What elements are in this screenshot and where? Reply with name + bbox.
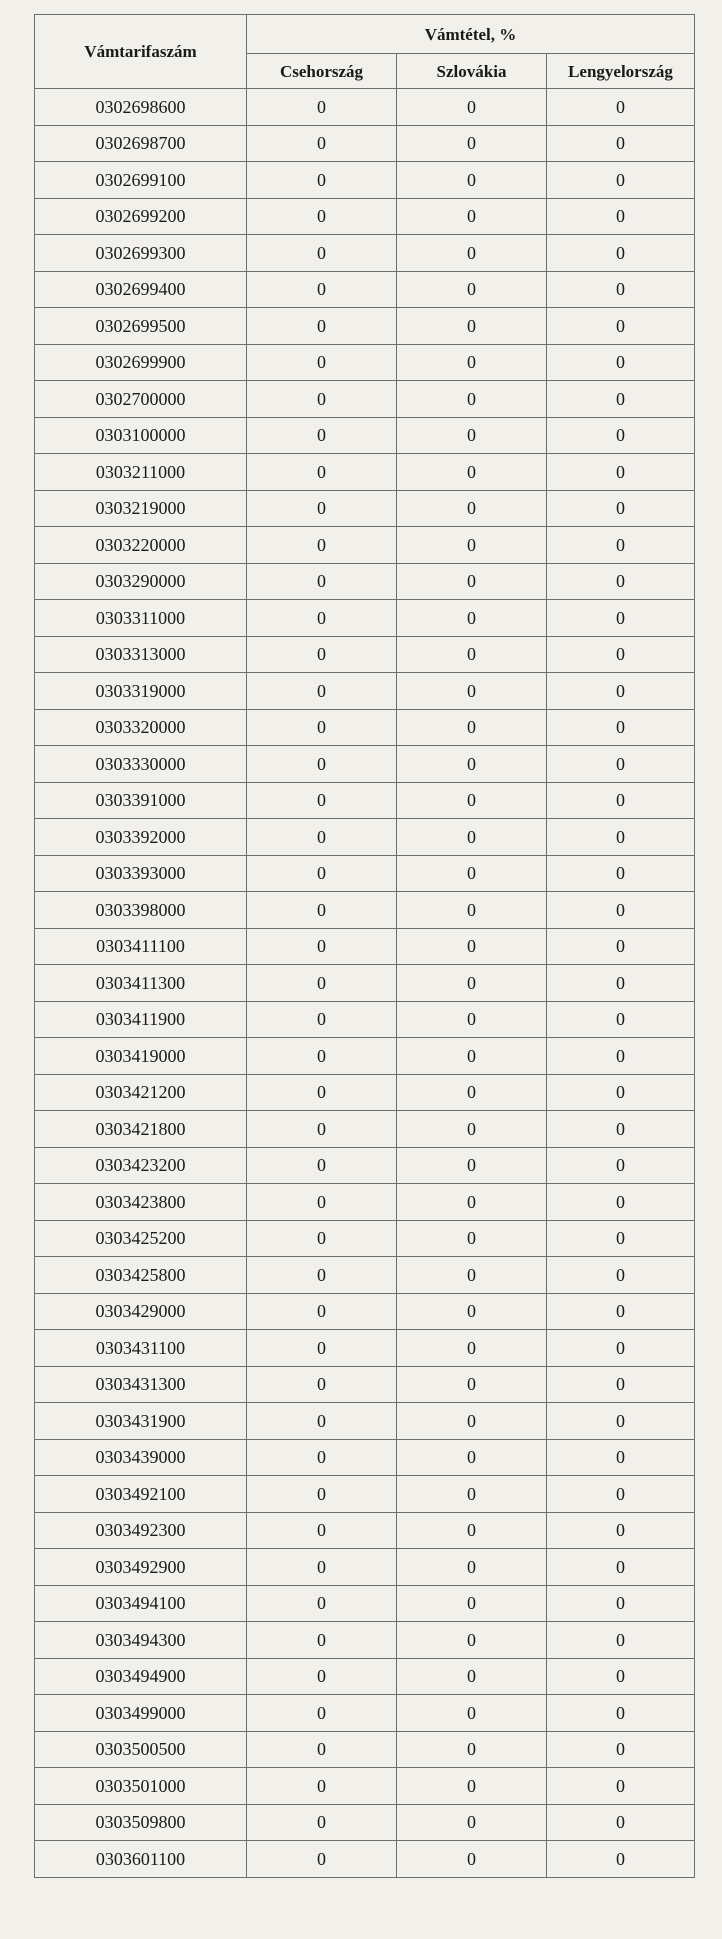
rate-cell-poland: 0 (547, 235, 695, 272)
rate-cell-czech: 0 (247, 1768, 397, 1805)
tariff-code-cell: 0303425800 (35, 1257, 247, 1294)
tariff-code-cell: 0302699900 (35, 344, 247, 381)
rate-cell-slovakia: 0 (397, 308, 547, 345)
rate-cell-poland: 0 (547, 89, 695, 126)
rate-cell-czech: 0 (247, 308, 397, 345)
rate-cell-slovakia: 0 (397, 928, 547, 965)
table-body (35, 89, 695, 1878)
rate-cell-czech: 0 (247, 819, 397, 856)
rate-cell-czech: 0 (247, 1695, 397, 1732)
tariff-code-cell: 0303313000 (35, 636, 247, 673)
rate-cell-czech: 0 (247, 417, 397, 454)
rate-cell-poland: 0 (547, 1804, 695, 1841)
tariff-code-cell: 0303220000 (35, 527, 247, 564)
table-row (35, 162, 695, 199)
tariff-code-cell: 0303411900 (35, 1001, 247, 1038)
rate-cell-poland: 0 (547, 308, 695, 345)
table-row (35, 782, 695, 819)
rate-cell-slovakia: 0 (397, 636, 547, 673)
table-row (35, 308, 695, 345)
rate-cell-czech: 0 (247, 1841, 397, 1878)
tariff-code-cell: 0303398000 (35, 892, 247, 929)
rate-cell-poland: 0 (547, 1658, 695, 1695)
tariff-code-cell: 0302698700 (35, 125, 247, 162)
table-row (35, 1476, 695, 1513)
rate-cell-czech: 0 (247, 198, 397, 235)
rate-cell-slovakia: 0 (397, 344, 547, 381)
rate-cell-slovakia: 0 (397, 746, 547, 783)
rate-cell-poland: 0 (547, 1731, 695, 1768)
rate-cell-slovakia: 0 (397, 1622, 547, 1659)
rate-cell-slovakia: 0 (397, 89, 547, 126)
rate-cell-slovakia: 0 (397, 563, 547, 600)
rate-cell-slovakia: 0 (397, 162, 547, 199)
table-row (35, 746, 695, 783)
tariff-code-cell: 0303439000 (35, 1439, 247, 1476)
table-row (35, 1293, 695, 1330)
rate-cell-poland: 0 (547, 1330, 695, 1367)
rate-cell-czech: 0 (247, 454, 397, 491)
tariff-code-cell: 0303211000 (35, 454, 247, 491)
table-row (35, 855, 695, 892)
tariff-code-cell: 0303311000 (35, 600, 247, 637)
rate-cell-czech: 0 (247, 928, 397, 965)
tariff-code-cell: 0303601100 (35, 1841, 247, 1878)
rate-cell-poland: 0 (547, 1768, 695, 1805)
rate-cell-slovakia: 0 (397, 1220, 547, 1257)
tariff-code-cell: 0303494900 (35, 1658, 247, 1695)
tariff-code-cell: 0303419000 (35, 1038, 247, 1075)
rate-cell-czech: 0 (247, 1074, 397, 1111)
rate-cell-czech: 0 (247, 746, 397, 783)
table-row (35, 819, 695, 856)
table-row (35, 125, 695, 162)
rate-cell-czech: 0 (247, 1293, 397, 1330)
rate-cell-poland: 0 (547, 1622, 695, 1659)
rate-cell-slovakia: 0 (397, 855, 547, 892)
tariff-code-cell: 0303494300 (35, 1622, 247, 1659)
rate-cell-czech: 0 (247, 600, 397, 637)
rate-cell-slovakia: 0 (397, 1257, 547, 1294)
table-row (35, 89, 695, 126)
tariff-code-cell: 0302698600 (35, 89, 247, 126)
rate-cell-czech: 0 (247, 235, 397, 272)
tariff-code-cell: 0303319000 (35, 673, 247, 710)
rate-cell-poland: 0 (547, 563, 695, 600)
tariff-code-cell: 0303219000 (35, 490, 247, 527)
rate-cell-czech: 0 (247, 1731, 397, 1768)
rate-cell-czech: 0 (247, 1111, 397, 1148)
rate-cell-slovakia: 0 (397, 1841, 547, 1878)
rate-cell-poland: 0 (547, 1147, 695, 1184)
rate-cell-slovakia: 0 (397, 1403, 547, 1440)
tariff-table (34, 14, 695, 1878)
table-row (35, 1147, 695, 1184)
table-row (35, 1622, 695, 1659)
rate-cell-poland: 0 (547, 1293, 695, 1330)
rate-cell-slovakia: 0 (397, 235, 547, 272)
rate-cell-slovakia: 0 (397, 1293, 547, 1330)
tariff-code-cell: 0302699300 (35, 235, 247, 272)
rate-cell-czech: 0 (247, 563, 397, 600)
rate-cell-czech: 0 (247, 1366, 397, 1403)
tariff-code-cell: 0303330000 (35, 746, 247, 783)
rate-cell-slovakia: 0 (397, 1111, 547, 1148)
table-row (35, 1512, 695, 1549)
rate-cell-slovakia: 0 (397, 1330, 547, 1367)
table-row (35, 1001, 695, 1038)
rate-cell-poland: 0 (547, 1403, 695, 1440)
country-column-header-czech: Csehország (247, 54, 397, 89)
rate-cell-czech: 0 (247, 1585, 397, 1622)
tariff-code-cell: 0303431300 (35, 1366, 247, 1403)
table-row (35, 563, 695, 600)
tariff-code-cell: 0303501000 (35, 1768, 247, 1805)
rate-cell-slovakia: 0 (397, 673, 547, 710)
table-row (35, 892, 695, 929)
tariff-code-cell: 0302699500 (35, 308, 247, 345)
rate-cell-poland: 0 (547, 1257, 695, 1294)
table-row (35, 1841, 695, 1878)
table-row (35, 1074, 695, 1111)
rate-cell-czech: 0 (247, 125, 397, 162)
rate-cell-czech: 0 (247, 527, 397, 564)
table-row (35, 1184, 695, 1221)
table-row (35, 235, 695, 272)
table-row (35, 709, 695, 746)
table-row (35, 600, 695, 637)
rate-cell-poland: 0 (547, 162, 695, 199)
table-header (35, 15, 695, 89)
tariff-code-cell: 0303421800 (35, 1111, 247, 1148)
rate-cell-czech: 0 (247, 1804, 397, 1841)
rate-cell-poland: 0 (547, 454, 695, 491)
tariff-code-cell: 0303392000 (35, 819, 247, 856)
table-row (35, 1366, 695, 1403)
rate-cell-czech: 0 (247, 1038, 397, 1075)
country-column-header-poland: Lengyelország (547, 54, 695, 89)
tariff-code-cell: 0303429000 (35, 1293, 247, 1330)
tariff-code-cell: 0303509800 (35, 1804, 247, 1841)
rate-cell-czech: 0 (247, 892, 397, 929)
rate-cell-czech: 0 (247, 636, 397, 673)
rate-cell-poland: 0 (547, 1111, 695, 1148)
table-row (35, 1695, 695, 1732)
rate-cell-slovakia: 0 (397, 1476, 547, 1513)
code-column-header: Vámtarifaszám (35, 15, 247, 89)
rate-cell-poland: 0 (547, 636, 695, 673)
rate-cell-poland: 0 (547, 673, 695, 710)
rate-cell-czech: 0 (247, 1658, 397, 1695)
tariff-code-cell: 0303423800 (35, 1184, 247, 1221)
rate-cell-poland: 0 (547, 1476, 695, 1513)
rate-cell-slovakia: 0 (397, 1512, 547, 1549)
rate-cell-slovakia: 0 (397, 381, 547, 418)
rate-cell-poland: 0 (547, 1585, 695, 1622)
rate-cell-slovakia: 0 (397, 1001, 547, 1038)
rate-cell-poland: 0 (547, 892, 695, 929)
rate-cell-czech: 0 (247, 965, 397, 1002)
tariff-code-cell: 0303431100 (35, 1330, 247, 1367)
rate-cell-czech: 0 (247, 855, 397, 892)
rate-cell-poland: 0 (547, 819, 695, 856)
tariff-code-cell: 0303425200 (35, 1220, 247, 1257)
tariff-code-cell: 0303423200 (35, 1147, 247, 1184)
rate-cell-czech: 0 (247, 1220, 397, 1257)
table-row (35, 1731, 695, 1768)
table-row (35, 1439, 695, 1476)
rate-cell-poland: 0 (547, 928, 695, 965)
tariff-code-cell: 0303393000 (35, 855, 247, 892)
tariff-code-cell: 0303492300 (35, 1512, 247, 1549)
tariff-code-cell: 0303492900 (35, 1549, 247, 1586)
table-row (35, 1038, 695, 1075)
rate-cell-poland: 0 (547, 344, 695, 381)
rate-cell-slovakia: 0 (397, 527, 547, 564)
table-row (35, 1768, 695, 1805)
rate-cell-slovakia: 0 (397, 1038, 547, 1075)
rate-cell-poland: 0 (547, 1512, 695, 1549)
rate-cell-czech: 0 (247, 1439, 397, 1476)
rate-cell-poland: 0 (547, 381, 695, 418)
tariff-code-cell: 0302699200 (35, 198, 247, 235)
rate-cell-poland: 0 (547, 1220, 695, 1257)
rate-cell-czech: 0 (247, 1147, 397, 1184)
rate-cell-czech: 0 (247, 1622, 397, 1659)
rate-cell-czech: 0 (247, 344, 397, 381)
rate-cell-slovakia: 0 (397, 782, 547, 819)
rate-cell-czech: 0 (247, 1257, 397, 1294)
rate-cell-czech: 0 (247, 1512, 397, 1549)
table-row (35, 1403, 695, 1440)
rate-cell-poland: 0 (547, 417, 695, 454)
table-row (35, 527, 695, 564)
tariff-code-cell: 0303494100 (35, 1585, 247, 1622)
rate-cell-slovakia: 0 (397, 1147, 547, 1184)
rate-cell-slovakia: 0 (397, 1549, 547, 1586)
rate-cell-czech: 0 (247, 271, 397, 308)
rate-cell-poland: 0 (547, 965, 695, 1002)
rate-cell-czech: 0 (247, 381, 397, 418)
tariff-code-cell: 0303431900 (35, 1403, 247, 1440)
rate-cell-slovakia: 0 (397, 1585, 547, 1622)
rate-cell-czech: 0 (247, 490, 397, 527)
tariff-code-cell: 0303391000 (35, 782, 247, 819)
table-row (35, 1804, 695, 1841)
tariff-code-cell: 0303290000 (35, 563, 247, 600)
rate-cell-slovakia: 0 (397, 1695, 547, 1732)
rate-cell-slovakia: 0 (397, 490, 547, 527)
table-row (35, 636, 695, 673)
rate-cell-poland: 0 (547, 1439, 695, 1476)
table-row (35, 454, 695, 491)
rate-cell-slovakia: 0 (397, 1074, 547, 1111)
table-row (35, 1330, 695, 1367)
rate-cell-slovakia: 0 (397, 600, 547, 637)
rate-cell-czech: 0 (247, 89, 397, 126)
rate-cell-czech: 0 (247, 1403, 397, 1440)
rate-cell-poland: 0 (547, 1695, 695, 1732)
country-column-header-slovakia: Szlovákia (397, 54, 547, 89)
rate-cell-poland: 0 (547, 1038, 695, 1075)
tariff-code-cell: 0303499000 (35, 1695, 247, 1732)
rate-cell-slovakia: 0 (397, 965, 547, 1002)
rate-cell-slovakia: 0 (397, 271, 547, 308)
rate-cell-czech: 0 (247, 1549, 397, 1586)
rate-cell-slovakia: 0 (397, 1804, 547, 1841)
tariff-code-cell: 0303492100 (35, 1476, 247, 1513)
rate-cell-slovakia: 0 (397, 819, 547, 856)
table-row (35, 490, 695, 527)
rate-cell-poland: 0 (547, 1841, 695, 1878)
rate-cell-poland: 0 (547, 490, 695, 527)
tariff-code-cell: 0302699400 (35, 271, 247, 308)
rate-cell-poland: 0 (547, 125, 695, 162)
table-row (35, 198, 695, 235)
rate-cell-poland: 0 (547, 1184, 695, 1221)
table-row (35, 381, 695, 418)
table-row (35, 417, 695, 454)
rate-cell-slovakia: 0 (397, 1184, 547, 1221)
rate-cell-poland: 0 (547, 271, 695, 308)
tariff-rate-group-header: Vámtétel, % (247, 15, 695, 54)
rate-cell-slovakia: 0 (397, 125, 547, 162)
rate-cell-slovakia: 0 (397, 892, 547, 929)
rate-cell-slovakia: 0 (397, 1658, 547, 1695)
tariff-code-cell: 0303500500 (35, 1731, 247, 1768)
rate-cell-poland: 0 (547, 1366, 695, 1403)
rate-cell-poland: 0 (547, 855, 695, 892)
table-row (35, 928, 695, 965)
rate-cell-slovakia: 0 (397, 709, 547, 746)
rate-cell-czech: 0 (247, 1184, 397, 1221)
rate-cell-czech: 0 (247, 782, 397, 819)
rate-cell-slovakia: 0 (397, 198, 547, 235)
rate-cell-czech: 0 (247, 1001, 397, 1038)
rate-cell-slovakia: 0 (397, 1731, 547, 1768)
rate-cell-poland: 0 (547, 782, 695, 819)
table-row (35, 344, 695, 381)
rate-cell-poland: 0 (547, 600, 695, 637)
rate-cell-poland: 0 (547, 1549, 695, 1586)
table-row (35, 1111, 695, 1148)
table-row (35, 1658, 695, 1695)
tariff-code-cell: 0303411300 (35, 965, 247, 1002)
rate-cell-czech: 0 (247, 673, 397, 710)
tariff-code-cell: 0302700000 (35, 381, 247, 418)
table-row (35, 1220, 695, 1257)
rate-cell-slovakia: 0 (397, 1439, 547, 1476)
table-row (35, 673, 695, 710)
rate-cell-poland: 0 (547, 709, 695, 746)
rate-cell-czech: 0 (247, 709, 397, 746)
rate-cell-slovakia: 0 (397, 1366, 547, 1403)
table-row (35, 1257, 695, 1294)
tariff-code-cell: 0303421200 (35, 1074, 247, 1111)
rate-cell-poland: 0 (547, 1074, 695, 1111)
rate-cell-poland: 0 (547, 527, 695, 564)
rate-cell-czech: 0 (247, 1330, 397, 1367)
rate-cell-poland: 0 (547, 1001, 695, 1038)
rate-cell-slovakia: 0 (397, 454, 547, 491)
table-row (35, 271, 695, 308)
tariff-code-cell: 0303411100 (35, 928, 247, 965)
rate-cell-czech: 0 (247, 1476, 397, 1513)
table-row (35, 965, 695, 1002)
tariff-code-cell: 0303100000 (35, 417, 247, 454)
table-row (35, 1585, 695, 1622)
tariff-code-cell: 0303320000 (35, 709, 247, 746)
rate-cell-poland: 0 (547, 746, 695, 783)
tariff-code-cell: 0302699100 (35, 162, 247, 199)
rate-cell-poland: 0 (547, 198, 695, 235)
rate-cell-slovakia: 0 (397, 417, 547, 454)
rate-cell-czech: 0 (247, 162, 397, 199)
rate-cell-slovakia: 0 (397, 1768, 547, 1805)
table-row (35, 1549, 695, 1586)
